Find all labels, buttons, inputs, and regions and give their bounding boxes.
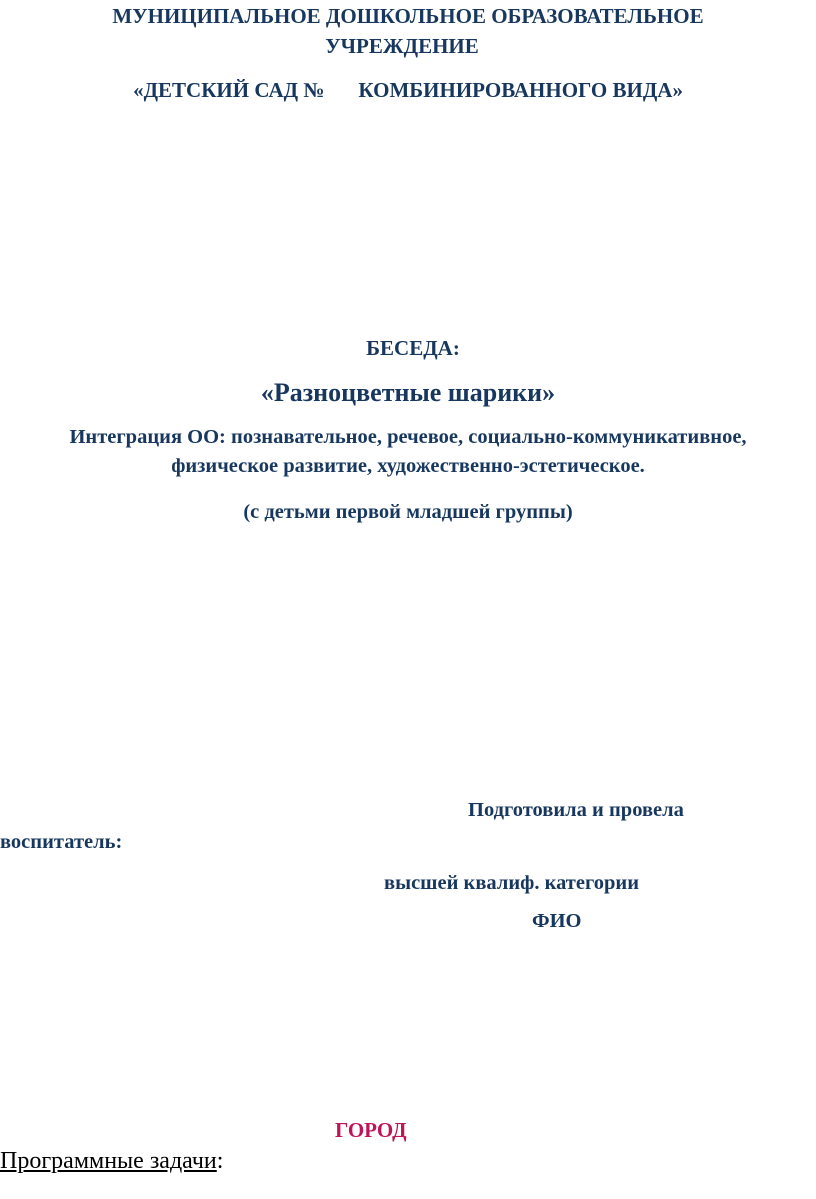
integration-line-2: физическое развитие, художественно-эстетическое.: [171, 455, 645, 477]
program-tasks-colon: :: [216, 1148, 224, 1174]
kindergarten-name-right: КОМБИНИРОВАННОГО ВИДА»: [358, 78, 683, 102]
organization-line-3: [0, 78, 816, 103]
author-role: воспитатель:: [0, 831, 123, 853]
city: ГОРОД: [335, 1118, 407, 1142]
event-kind: БЕСЕДА:: [366, 336, 460, 360]
integration-line-1: Интеграция ОО: познавательное, речевое, социально-коммуникативное,: [69, 426, 747, 448]
target-group: (с детьми первой младшей группы): [243, 501, 573, 523]
author-name: ФИО: [532, 910, 582, 932]
qualification-category: высшей квалиф. категории: [384, 872, 640, 894]
event-title: «Разноцветные шарики»: [260, 378, 556, 407]
kindergarten-name-left: «ДЕТСКИЙ САД №: [133, 78, 325, 102]
prepared-by: Подготовила и провела: [468, 799, 684, 821]
program-tasks-label: Программные задачи: [0, 1148, 217, 1174]
program-tasks-heading: [0, 1148, 223, 1175]
organization-line-2: УЧРЕЖДЕНИЕ: [325, 34, 479, 58]
organization-line-1: МУНИЦИПАЛЬНОЕ ДОШКОЛЬНОЕ ОБРАЗОВАТЕЛЬНОЕ: [112, 4, 704, 28]
